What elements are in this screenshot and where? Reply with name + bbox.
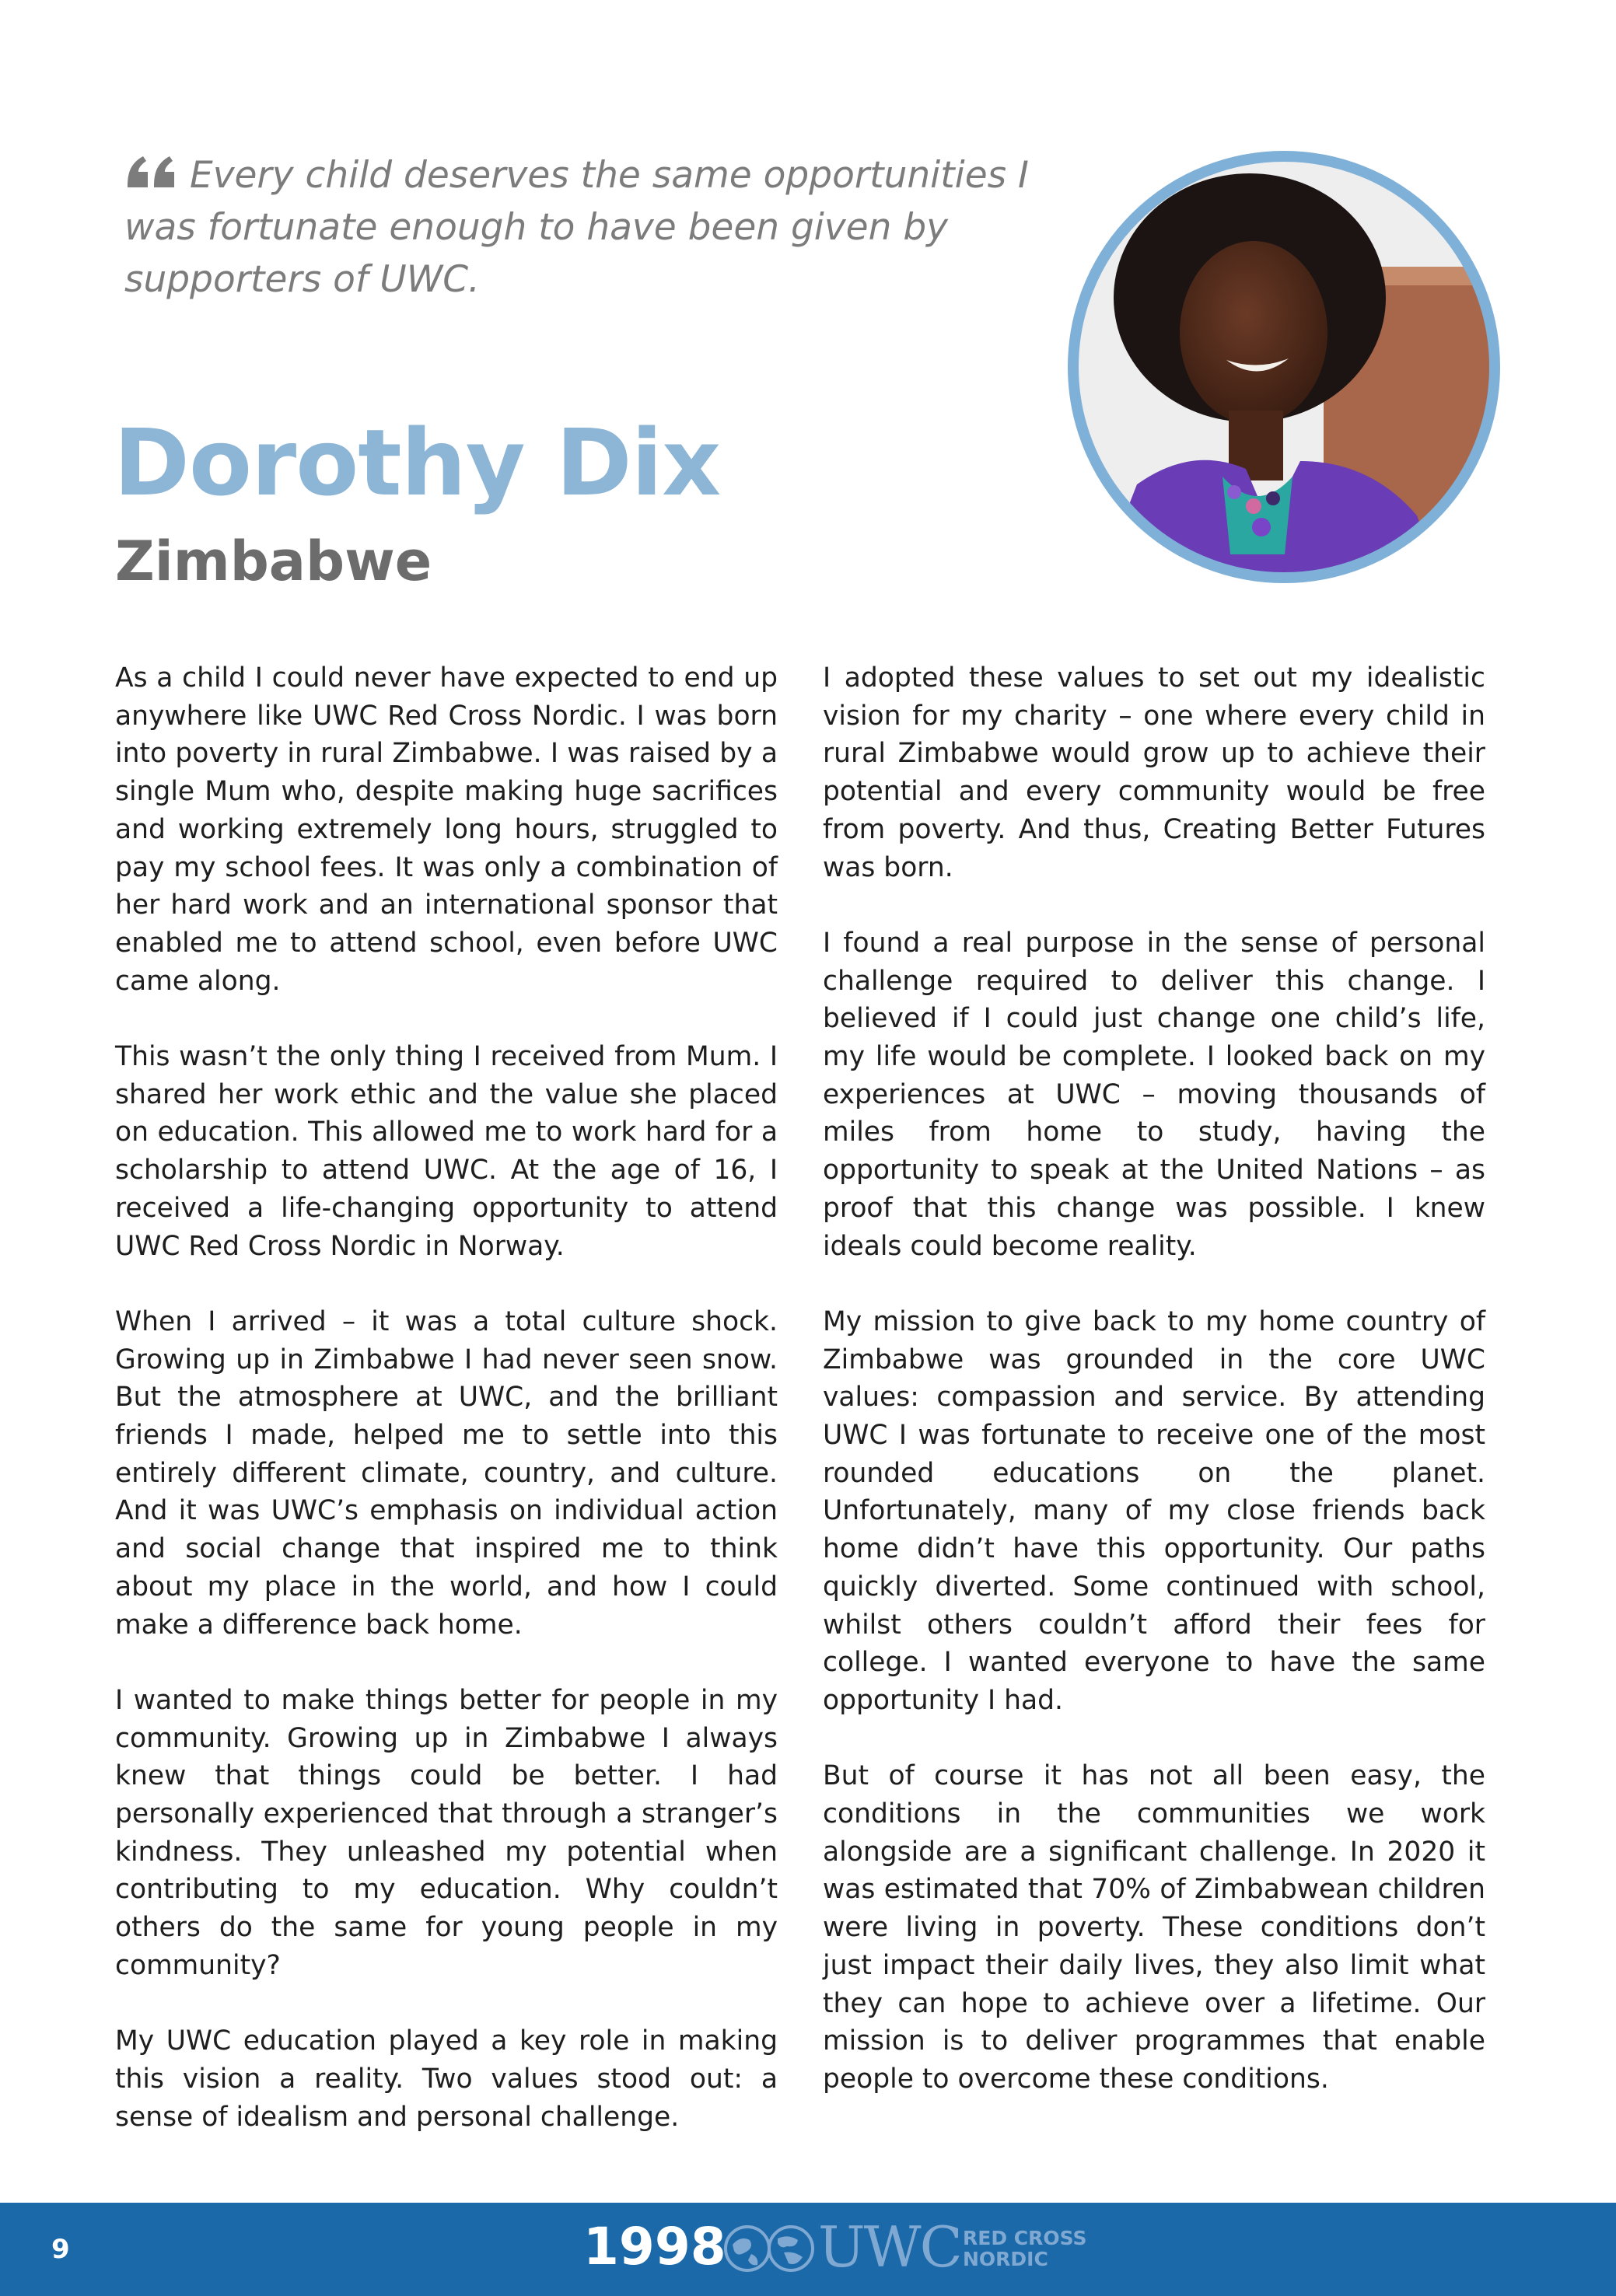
article-right-column	[823, 659, 1485, 2099]
paragraph: My UWC education played a key role in making this vision a reality. Two values stood out: a sense of idealism and personal challenge.	[115, 2025, 778, 2133]
quote-text: Every child deserves the same opportunities I was fortunate enough to have been given by supporters of UWC.	[124, 154, 1029, 301]
paragraph: My mission to give back to my home country of Zimbabwe was grounded in the core UWC values: compassion and service. By attending UWC I was fortunate to receive one of the most rounded educations on the planet. Unfortunately, many of my close friends back home didn’t have this opportunity. Our paths quickly diverted. Some continued with school, whilst others couldn’t afford their fees for college. I wanted everyone to have the same opportunity I had.	[823, 1305, 1485, 1716]
footer-logo-subtitle	[963, 2228, 1087, 2270]
footer-logo-text: UWC	[818, 2214, 961, 2280]
article-left-column	[115, 659, 778, 2136]
paragraph: But of course it has not all been easy, the conditions in the communities we work alongside are a significant challenge. In 2020 it was estimated that 70% of Zimbabwean children were living in poverty. These conditions don’t just impact their daily lives, they also limit what they can hope to achieve over a lifetime. Our mission is to deliver programmes that enable people to overcome these conditions.	[823, 1760, 1485, 2095]
profile-name: Dorothy Dix	[114, 409, 721, 516]
paragraph: This wasn’t the only thing I received from Mum. I shared her work ethic and the value she placed on education. This allowed me to work hard for a scholarship to attend UWC. At the age of 16, I received a life-changing opportunity to attend UWC Red Cross Nordic in Norway.	[115, 1041, 778, 1262]
quote-mark-icon	[124, 152, 179, 190]
footer-logo-sub-line1: RED CROSS	[963, 2227, 1087, 2249]
paragraph: As a child I could never have expected to end up anywhere like UWC Red Cross Nordic. I was born into poverty in rural Zimbabwe. I was raised by a single Mum who, despite making huge sacrifices and working extremely long hours, struggled to pay my school fees. It was only a combination of her hard work and an international sponsor that enabled me to attend school, even before UWC came along.	[115, 662, 778, 997]
paragraph: I adopted these values to set out my idealistic vision for my charity – one where every child in rural Zimbabwe would grow up to achieve their potential and every community would be free from poverty. And thus, Creating Better Futures was born.	[823, 662, 1485, 883]
uwc-globes-logo	[722, 2223, 817, 2274]
paragraph: I wanted to make things better for people in my community. Growing up in Zimbabwe I always knew that things could be better. I had personally experienced that through a stranger’s kindness. They unleashed my potential when contributing to my education. Why couldn’t others do the same for young people in my community?	[115, 1684, 778, 1981]
page-number: 9	[51, 2234, 70, 2265]
profile-country: Zimbabwe	[115, 529, 432, 593]
pull-quote	[124, 149, 1058, 306]
paragraph: When I arrived – it was a total culture shock. Growing up in Zimbabwe I had never seen snow. But the atmosphere at UWC, and the brilliant friends I made, helped me to settle into this entirely different climate, country, and culture. And it was UWC’s emphasis on individual action and social change that inspired me to think about my place in the world, and how I could make a difference back home.	[115, 1305, 778, 1641]
footer-logo-sub-line2: NORDIC	[963, 2248, 1048, 2270]
portrait-photo	[1067, 150, 1501, 584]
paragraph: I found a real purpose in the sense of personal challenge required to deliver this change. I believed if I could just change one child’s life, my life would be complete. I looked back on my experiences at UWC – moving thousands of miles from home to study, having the opportunity to speak at the United Nations – as proof that this change was possible. I knew ideals could become reality.	[823, 927, 1485, 1262]
footer-year: 1998	[583, 2217, 726, 2277]
page-footer	[0, 2203, 1616, 2296]
